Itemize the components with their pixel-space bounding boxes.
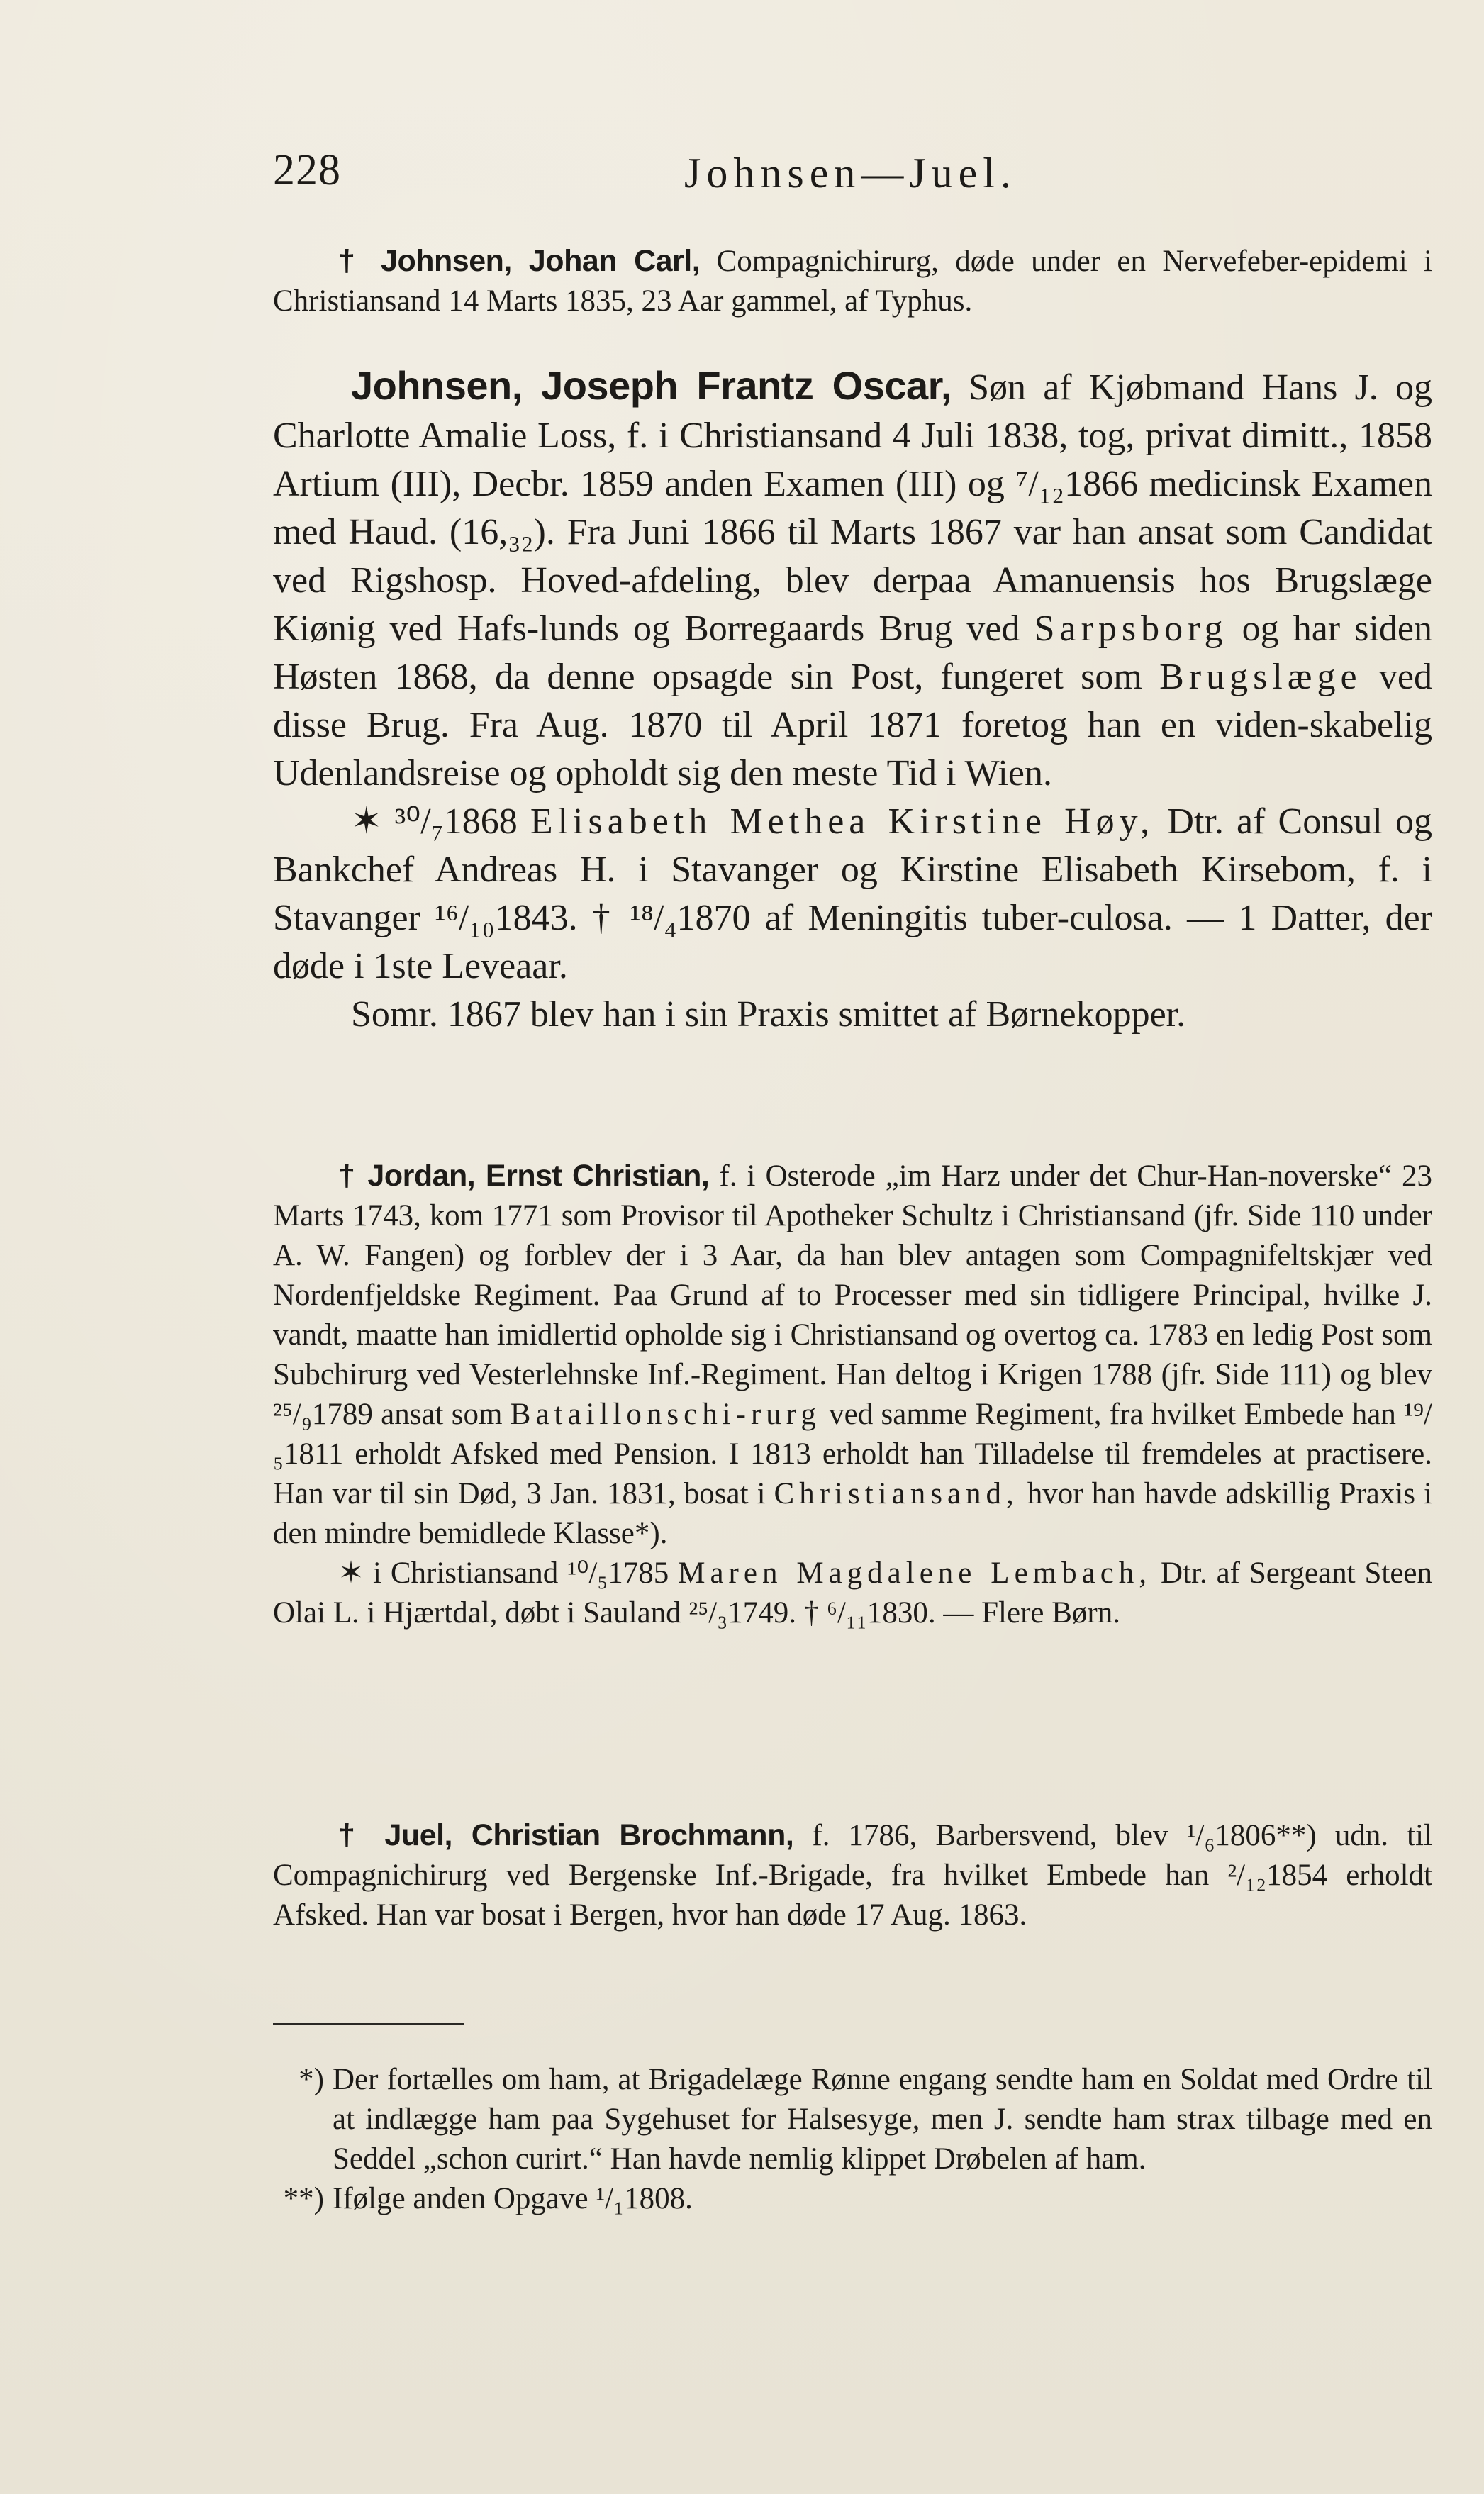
footnote-text: Ifølge anden Opgave ¹/₁1808. <box>333 2182 693 2215</box>
entry-jordan-ernst-christian <box>273 1156 1432 1633</box>
entry-text: Dtr. af Sergeant Steen Olai L. i Hjærtdal, døbt i Sauland ²⁵/₃1749. † ⁶/₁₁1830. — Flere Børn. <box>273 1557 1433 1630</box>
entry-paragraph <box>273 1156 1432 1554</box>
footnote <box>273 2060 1432 2179</box>
entry-name: † Jordan, Ernst Christian, <box>338 1159 710 1193</box>
entry-text: Somr. 1867 blev han i sin Praxis smittet af Børnekopper. <box>351 994 1186 1035</box>
footnote-text: Der fortælles om ham, at Brigadelæge Rønne engang sendte ham en Soldat med Ordre til at indlægge ham paa Sygehuset for Halsesyge, men J. sendte ham strax tilbage med en Seddel „schon curirt.“ Han havde nemlig klippet Drøbelen af ham. <box>333 2063 1432 2176</box>
title-term: Bataillonschi-rurg <box>510 1398 821 1431</box>
entry-name: † Johnsen, Johan Carl, <box>338 244 701 278</box>
footnote-divider <box>273 2023 464 2025</box>
page-header <box>273 145 1422 202</box>
entry-paragraph <box>273 241 1432 321</box>
marriage-paragraph <box>273 1554 1432 1633</box>
entry-text: Compagnichirurg, døde under en Nervefeber-epidemi i Christiansand 14 Marts 1835, 23 Aar gammel, af Typhus. <box>273 245 1433 318</box>
entry-paragraph <box>273 362 1432 798</box>
footnote-mark: **) <box>283 2182 324 2215</box>
entry-text: og har siden Høsten 1868, da denne opsagde sin Post, fungeret som <box>273 608 1432 697</box>
footnote <box>273 2179 1432 2219</box>
marriage-date: ✶ i Christiansand ¹⁰/₅1785 <box>338 1557 679 1590</box>
entry-text: f. i Osterode „im Harz under det Chur-Han-noverske“ 23 Marts 1743, kom 1771 som Provisor til Apotheker Schultz i Christiansand (jfr. Side 110 under A. W. Fangen) og forblev der i 3 Aar, da han blev antagen som Compagnifeltskjær ved Nordenfjeldske Regiment. Paa Grund af to Processer med sin tidligere Principal, hvilke J. vandt, maatte han imidlertid opholde sig i Christiansand og overtog ca. 1783 en ledig Post som Subchirurg ved Vesterlehnske Inf.-Regiment. Han deltog i Krigen 1788 (jfr. Side 111) og blev ²⁵/₉1789 ansat som <box>273 1159 1432 1431</box>
marriage-paragraph <box>273 798 1432 991</box>
entry-text: ved samme Regiment, fra hvilket Embede han ¹⁹/₅1811 erholdt Afsked med Pension. I 1813 erholdt han Tilladelse til fremdeles at practisere. Han var til sin Død, 3 Jan. 1831, bosat i <box>273 1398 1432 1510</box>
entry-paragraph <box>273 1815 1432 1935</box>
entry-paragraph <box>273 991 1432 1039</box>
entry-johnsen-joseph-frantz-oscar <box>273 362 1432 1039</box>
place-name: Sarpsborg <box>1034 608 1228 649</box>
entry-text: f. 1786, Barbersvend, blev ¹/₆1806**) udn. til Compagnichirurg ved Bergenske Inf.-Brigade, fra hvilket Embede han ²/₁₂1854 erholdt Afsked. Han var bosat i Bergen, hvor han døde 17 Aug. 1863. <box>273 1819 1433 1932</box>
page-number: 228 <box>273 146 341 194</box>
entry-name: † Juel, Christian Brochmann, <box>338 1818 794 1852</box>
footnote-mark: *) <box>299 2063 324 2096</box>
title-term: Brugslæge <box>1159 657 1362 697</box>
footnotes <box>273 2060 1432 2219</box>
entry-name: Johnsen, Joseph Frantz Oscar, <box>351 363 952 408</box>
place-name: Christiansand, <box>774 1477 1019 1510</box>
spouse-name: Elisabeth Methea Kirstine Høy, <box>530 801 1155 842</box>
spouse-name: Maren Magdalene Lembach, <box>678 1557 1152 1590</box>
entry-juel-christian-brochmann <box>273 1815 1432 1935</box>
entry-text: Dtr. af Consul og Bankchef Andreas H. i Stavanger og Kirstine Elisabeth Kirsebom, f. i Stavanger ¹⁶/₁₀1843. † ¹⁸/₄1870 af Meningitis tuber-culosa. — 1 Datter, der døde i 1ste Leveaar. <box>273 801 1432 986</box>
running-head: Johnsen—Juel. <box>684 150 1017 196</box>
entry-text: ved disse Brug. Fra Aug. 1870 til April 1871 foretog han en viden-skabelig Udenlandsreise og opholdt sig den meste Tid i Wien. <box>273 657 1432 794</box>
marriage-date: ✶ ³⁰/₇1868 <box>351 801 530 842</box>
entry-text: Søn af Kjøbmand Hans J. og Charlotte Amalie Loss, f. i Christiansand 4 Juli 1838, tog, privat dimitt., 1858 Artium (III), Decbr. 1859 anden Examen (III) og ⁷/₁₂1866 medicinsk Examen med Haud. (16,₃₂). Fra Juni 1866 til Marts 1867 var han ansat som Candidat ved Rigshosp. Hoved-afdeling, blev derpaa Amanuensis hos Brugslæge Kiønig ved Hafs-lunds og Borregaards Brug ved <box>273 367 1432 649</box>
entry-johnsen-johan-carl <box>273 241 1432 321</box>
entry-text: hvor han havde adskillig Praxis i den mindre bemidlede Klasse*). <box>273 1477 1432 1550</box>
